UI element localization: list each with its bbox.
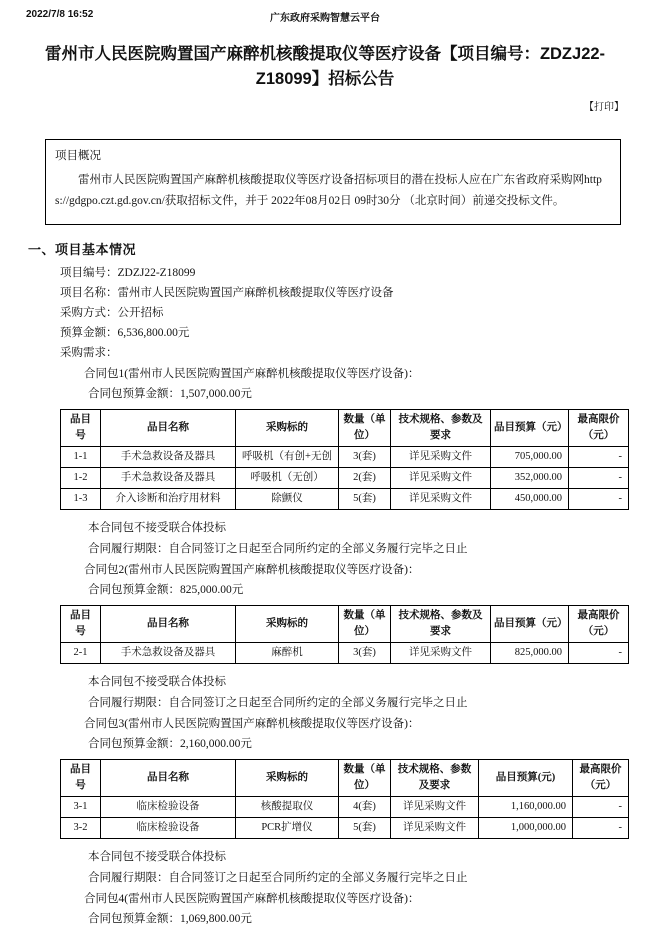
- table-row: [61, 818, 629, 839]
- col-procurement-target: 采购标的: [236, 410, 339, 447]
- note-no-consortium: 本合同包不接受联合体投标: [88, 522, 226, 534]
- package-2-title: 合同包2(雷州市人民医院购置国产麻醉机核酸提取仪等医疗设备)：: [84, 564, 420, 576]
- cell-item-no: 2-1: [61, 643, 101, 664]
- table-header-row: [61, 760, 629, 797]
- announcement-page: [0, 9, 650, 925]
- note-no-consortium: 本合同包不接受联合体投标: [88, 851, 226, 863]
- cell-item-budget: 825,000.00: [491, 643, 569, 664]
- cell-quantity: 3(套): [339, 447, 391, 468]
- cell-price-cap: -: [569, 643, 629, 664]
- cell-specs: 详见采购文件: [391, 643, 491, 664]
- cell-procurement-target: PCR扩增仪: [236, 818, 339, 839]
- cell-quantity: 5(套): [339, 489, 391, 510]
- col-quantity: 数量（单位）: [339, 760, 391, 797]
- note-contract-period: 合同履行期限：自合同签订之日起至合同所约定的全部义务履行完毕之日止: [88, 697, 468, 709]
- cell-item-no: 3-2: [61, 818, 101, 839]
- page-title: 雷州市人民医院购置国产麻醉机核酸提取仪等医疗设备【项目编号：ZDZJ22-Z18099】招标公告: [44, 45, 606, 88]
- cell-price-cap: -: [569, 489, 629, 510]
- cell-specs: 详见采购文件: [391, 818, 479, 839]
- cell-quantity: 2(套): [339, 468, 391, 489]
- cell-price-cap: -: [569, 468, 629, 489]
- cell-item-no: 1-2: [61, 468, 101, 489]
- timestamp: 2022/7/8 16:52: [26, 9, 94, 20]
- cell-item-name: 手术急救设备及器具: [101, 468, 236, 489]
- cell-quantity: 4(套): [339, 797, 391, 818]
- cell-quantity: 3(套): [339, 643, 391, 664]
- cell-item-no: 3-1: [61, 797, 101, 818]
- col-price-cap: 最高限价（元）: [569, 410, 629, 447]
- col-price-cap: 最高限价（元）: [573, 760, 629, 797]
- package-4-title: 合同包4(雷州市人民医院购置国产麻醉机核酸提取仪等医疗设备)：: [84, 893, 420, 905]
- package-2-budget: 合同包预算金额：825,000.00元: [88, 584, 244, 596]
- field-project-number: 项目编号：ZDZJ22-Z18099: [60, 267, 196, 279]
- cell-item-budget: 705,000.00: [491, 447, 569, 468]
- print-button[interactable]: 【打印】: [584, 102, 624, 113]
- package-4-budget: 合同包预算金额：1,069,800.00元: [88, 913, 252, 925]
- cell-item-budget: 1,160,000.00: [479, 797, 573, 818]
- table-row: [61, 643, 629, 664]
- col-procurement-target: 采购标的: [236, 606, 339, 643]
- table-row: [61, 447, 629, 468]
- cell-item-name: 临床检验设备: [101, 818, 236, 839]
- cell-price-cap: -: [569, 447, 629, 468]
- cell-procurement-target: 麻醉机: [236, 643, 339, 664]
- cell-specs: 详见采购文件: [391, 489, 491, 510]
- cell-quantity: 5(套): [339, 818, 391, 839]
- package-3-budget: 合同包预算金额：2,160,000.00元: [88, 738, 252, 750]
- field-project-name: 项目名称：雷州市人民医院购置国产麻醉机核酸提取仪等医疗设备: [60, 287, 394, 299]
- package-1-title: 合同包1(雷州市人民医院购置国产麻醉机核酸提取仪等医疗设备)：: [84, 368, 420, 380]
- cell-item-name: 介入诊断和治疗用材料: [101, 489, 236, 510]
- print-row: [0, 98, 624, 113]
- table-header-row: [61, 410, 629, 447]
- cell-item-no: 1-3: [61, 489, 101, 510]
- field-budget-amount: 预算金额：6,536,800.00元: [60, 327, 190, 339]
- col-item-name: 品目名称: [101, 606, 236, 643]
- note-contract-period: 合同履行期限：自合同签订之日起至合同所约定的全部义务履行完毕之日止: [88, 872, 468, 884]
- field-procurement-demand: 采购需求：: [60, 347, 118, 359]
- col-item-no: 品目号: [61, 760, 101, 797]
- cell-procurement-target: 呼吸机（无创）: [236, 468, 339, 489]
- note-contract-period: 合同履行期限：自合同签订之日起至合同所约定的全部义务履行完毕之日止: [88, 543, 468, 555]
- package-3-title: 合同包3(雷州市人民医院购置国产麻醉机核酸提取仪等医疗设备)：: [84, 718, 420, 730]
- print-header: [0, 9, 650, 22]
- cell-price-cap: -: [573, 818, 629, 839]
- package-2-items-table: [60, 605, 629, 664]
- cell-item-name: 手术急救设备及器具: [101, 447, 236, 468]
- cell-procurement-target: 呼吸机（有创+无创: [236, 447, 339, 468]
- col-specs: 技术规格、参数及要求: [391, 760, 479, 797]
- table-row: [61, 468, 629, 489]
- site-name: 广东政府采购智慧云平台: [270, 13, 380, 24]
- package-3-items-table: [60, 759, 629, 839]
- overview-text: 雷州市人民医院购置国产麻醉机核酸提取仪等医疗设备招标项目的潜在投标人应在广东省政府采购网https://gdgpo.czt.gd.gov.cn/获取招标文件，并于 2022年08月02日 09时30分 （北京时间）前递交投标文件。: [55, 174, 602, 207]
- table-row: [61, 797, 629, 818]
- col-item-name: 品目名称: [101, 760, 236, 797]
- cell-specs: 详见采购文件: [391, 468, 491, 489]
- cell-specs: 详见采购文件: [391, 797, 479, 818]
- col-item-name: 品目名称: [101, 410, 236, 447]
- cell-procurement-target: 除颤仪: [236, 489, 339, 510]
- col-item-budget: 品目预算(元): [479, 760, 573, 797]
- cell-item-no: 1-1: [61, 447, 101, 468]
- package-1-budget: 合同包预算金额：1,507,000.00元: [88, 388, 252, 400]
- package-1-items-table: [60, 409, 629, 510]
- field-procurement-method: 采购方式：公开招标: [60, 307, 164, 319]
- col-procurement-target: 采购标的: [236, 760, 339, 797]
- col-item-budget: 品目预算（元）: [491, 606, 569, 643]
- cell-item-budget: 450,000.00: [491, 489, 569, 510]
- overview-label: 项目概况: [55, 150, 101, 162]
- table-row: [61, 489, 629, 510]
- cell-item-name: 手术急救设备及器具: [101, 643, 236, 664]
- section-heading: 一、项目基本情况: [28, 242, 137, 257]
- table-header-row: [61, 606, 629, 643]
- cell-item-name: 临床检验设备: [101, 797, 236, 818]
- cell-procurement-target: 核酸提取仪: [236, 797, 339, 818]
- col-quantity: 数量（单位）: [339, 410, 391, 447]
- cell-specs: 详见采购文件: [391, 447, 491, 468]
- note-no-consortium: 本合同包不接受联合体投标: [88, 676, 226, 688]
- cell-price-cap: -: [573, 797, 629, 818]
- col-price-cap: 最高限价（元）: [569, 606, 629, 643]
- col-item-no: 品目号: [61, 606, 101, 643]
- col-quantity: 数量（单位）: [339, 606, 391, 643]
- cell-item-budget: 352,000.00: [491, 468, 569, 489]
- cell-item-budget: 1,000,000.00: [479, 818, 573, 839]
- col-item-no: 品目号: [61, 410, 101, 447]
- overview-box: [45, 139, 621, 225]
- col-item-budget: 品目预算（元）: [491, 410, 569, 447]
- col-specs: 技术规格、参数及要求: [391, 410, 491, 447]
- col-specs: 技术规格、参数及要求: [391, 606, 491, 643]
